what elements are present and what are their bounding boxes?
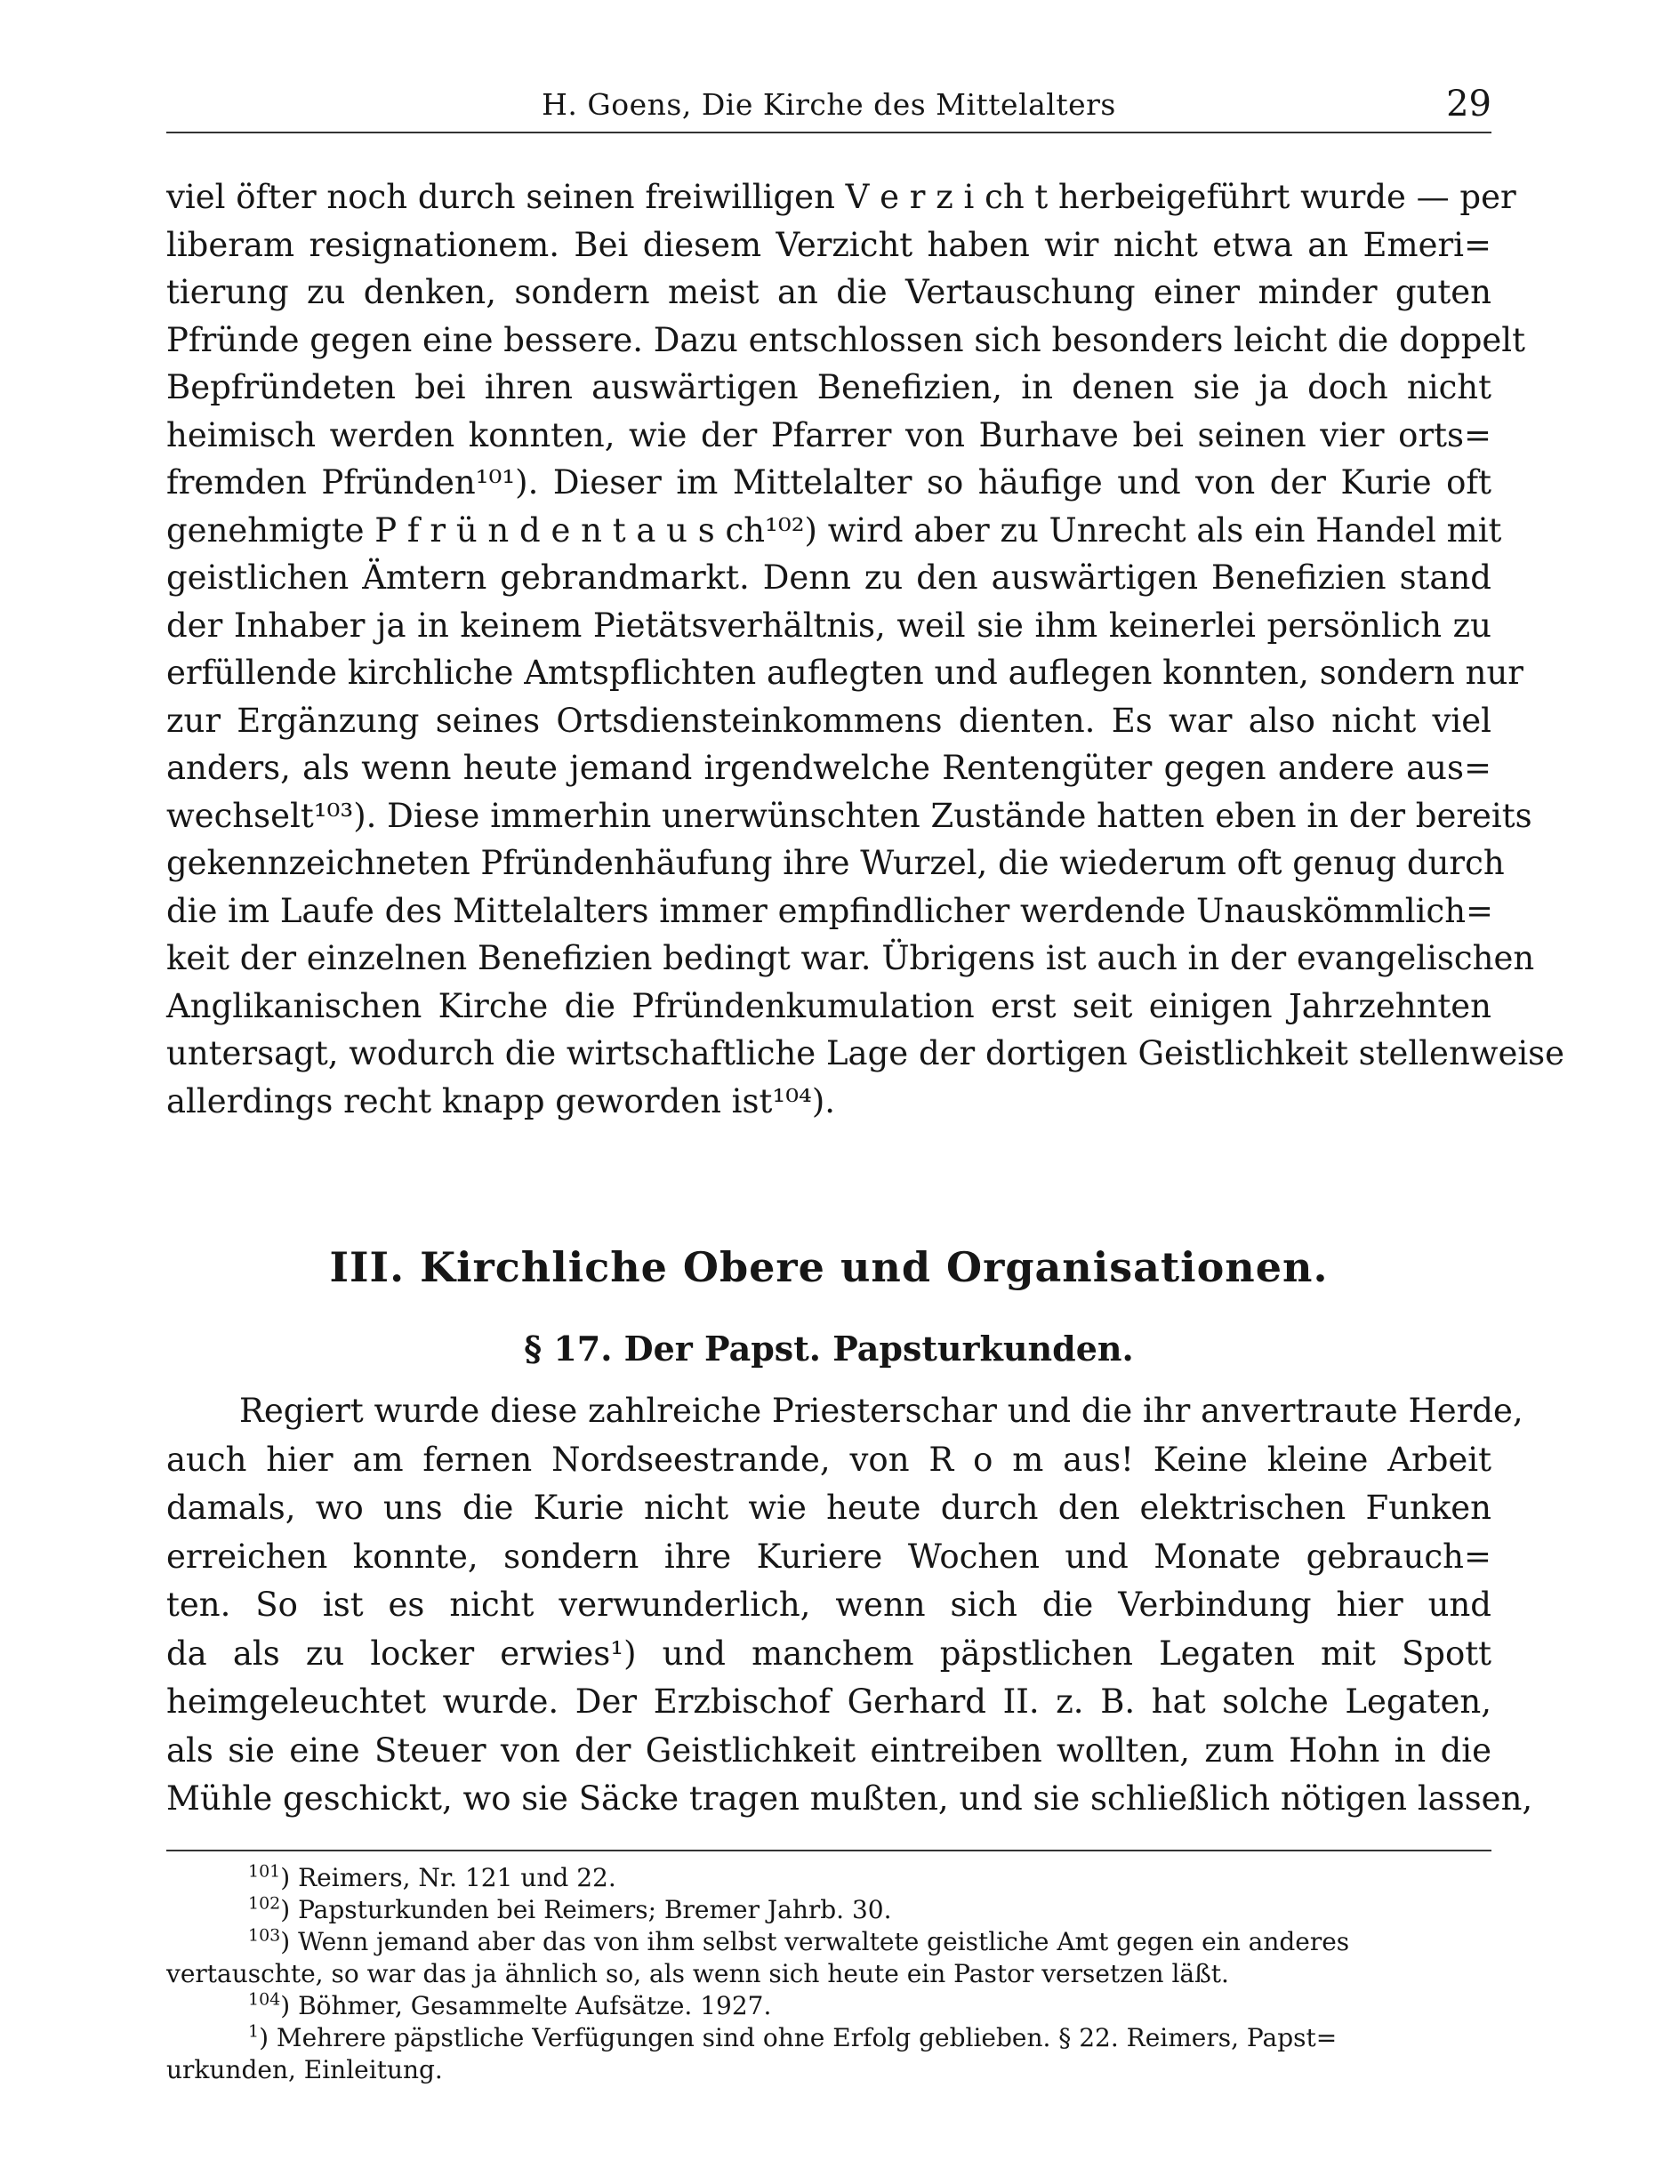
text-line: Bepfründeten bei ihren auswärtigen Benefizien, in denen sie ja doch nicht	[166, 368, 1491, 406]
footnote-text: Mehrere päpstliche Verfügungen sind ohne Erfolg geblieben. § 22. Reimers, Papst=	[276, 2023, 1338, 2052]
footnote-104: $^{104}$) Böhmer, Gesammelte Aufsätze. 1927.	[248, 1989, 772, 2020]
text-line: heimisch werden konnten, wie der Pfarrer von Burhave bei seinen vier orts=	[166, 415, 1491, 454]
text-line: zur Ergänzung seines Ortsdiensteinkommens dienten. Es war also nicht viel	[166, 701, 1491, 740]
text-line: da als zu locker erwies¹) und manchem päpstlichen Legaten mit Spott	[166, 1634, 1491, 1673]
footnote-1-continuation: urkunden, Einleitung.	[166, 2055, 443, 2084]
text-line: geistlichen Ämtern gebrandmarkt. Denn zu den auswärtigen Benefizien stand	[166, 558, 1491, 597]
text-line: als sie eine Steuer von der Geistlichkeit eintreiben wollten, zum Hohn in die	[166, 1730, 1491, 1770]
footnote-103: $^{103}$) Wenn jemand aber das von ihm selbst verwaltete geistliche Amt gegen ein anderes	[248, 1925, 1350, 1956]
text-line: anders, als wenn heute jemand irgendwelche Rentengüter gegen andere aus=	[166, 749, 1491, 787]
text-line: erfüllende kirchliche Amtspflichten auflegten und auflegen konnten, sondern nur	[166, 654, 1523, 692]
footnotes	[166, 1862, 1491, 2086]
footnote-1: $^1$) Mehrere päpstliche Verfügungen sind ohne Erfolg geblieben. § 22. Reimers, Papst=	[248, 2021, 1338, 2052]
text-line: tierung zu denken, sondern meist an die Vertauschung einer minder guten	[166, 273, 1491, 311]
footnote-text: Wenn jemand aber das von ihm selbst verwaltete geistliche Amt gegen ein anderes	[298, 1927, 1350, 1956]
text-line: liberam resignationem. Bei diesem Verzicht haben wir nicht etwa an Emeri=	[166, 225, 1491, 264]
page-number: 29	[1446, 84, 1491, 124]
footnote-divider	[166, 1850, 1491, 1851]
running-header	[166, 82, 1491, 133]
text-line: allerdings recht knapp geworden ist¹⁰⁴).	[166, 1081, 836, 1120]
text-line: Anglikanischen Kirche die Pfründenkumulation erst seit einigen Jahrzehnten	[166, 986, 1491, 1025]
footnote-102: $^{102}$) Papsturkunden bei Reimers; Bremer Jahrb. 30.	[248, 1893, 892, 1924]
footnote-101: $^{101}$) Reimers, Nr. 121 und 22.	[248, 1861, 616, 1892]
text-line: heimgeleuchtet wurde. Der Erzbischof Gerhard II. z. B. hat solche Legaten,	[166, 1682, 1491, 1721]
text-line: genehmigte P f r ü n d e n t a u s ch¹⁰²) wird aber zu Unrecht als ein Handel mit	[166, 510, 1502, 550]
footnote-text: Reimers, Nr. 121 und 22.	[298, 1863, 616, 1892]
text-line: wechselt¹⁰³). Diese immerhin unerwünschten Zustände hatten eben in der bereits	[166, 796, 1532, 835]
text-line: viel öfter noch durch seinen freiwilligen V e r z i ch t herbeigeführt wurde — per	[166, 178, 1516, 216]
text-line: ten. So ist es nicht verwunderlich, wenn sich die Verbindung hier und	[166, 1586, 1491, 1624]
text-line: der Inhaber ja in keinem Pietätsverhältnis, weil sie ihm keinerlei persönlich zu	[166, 606, 1491, 645]
text-line: Pfründe gegen eine bessere. Dazu entschlossen sich besonders leicht die doppelt	[166, 320, 1526, 359]
chapter-subheading: § 17. Der Papst. Papsturkunden.	[524, 1329, 1134, 1369]
paragraph-section-17	[166, 1387, 1533, 1824]
footnote-number: 104	[248, 1989, 281, 2010]
text-line: gekennzeichneten Pfründenhäufung ihre Wurzel, die wiederum oft genug durch	[166, 844, 1505, 882]
text-line: keit der einzelnen Benefizien bedingt war. Übrigens ist auch in der evangelischen	[166, 939, 1535, 977]
footnote-number: 102	[248, 1893, 281, 1914]
text-line: Mühle geschickt, wo sie Säcke tragen mußten, und sie schließlich nötigen lassen,	[166, 1779, 1533, 1818]
footnote-103-continuation: vertauschte, so war das ja ähnlich so, als wenn sich heute ein Pastor versetzen läßt.	[166, 1959, 1229, 1988]
text-line: auch hier am fernen Nordseestrande, von R o m aus! Keine kleine Arbeit	[166, 1440, 1491, 1479]
text-line: fremden Pfründen¹⁰¹). Dieser im Mittelalter so häufige und von der Kurie oft	[166, 463, 1491, 502]
section-heading: III. Kirchliche Obere und Organisationen.	[329, 1243, 1329, 1291]
text-line: Regiert wurde diese zahlreiche Priesterschar und die ihr anvertraute Herde,	[239, 1392, 1523, 1430]
text-line: damals, wo uns die Kurie nicht wie heute durch den elektrischen Funken	[166, 1489, 1491, 1527]
text-line: die im Laufe des Mittelalters immer empfindlicher werdende Unauskömmlich=	[166, 891, 1494, 930]
paragraph-continued	[166, 173, 1565, 1125]
footnote-number: 101	[248, 1861, 281, 1882]
text-line: erreichen konnte, sondern ihre Kuriere Wochen und Monate gebrauch=	[166, 1537, 1491, 1576]
footnote-text: Böhmer, Gesammelte Aufsätze. 1927.	[298, 1991, 772, 2020]
footnote-number: 1	[248, 2021, 260, 2042]
running-title: H. Goens, Die Kirche des Mittelalters	[542, 87, 1116, 122]
footnote-text: Papsturkunden bei Reimers; Bremer Jahrb. 30.	[298, 1895, 892, 1924]
footnote-number: 103	[248, 1925, 281, 1946]
text-line: untersagt, wodurch die wirtschaftliche Lage der dortigen Geistlichkeit stellenweise	[166, 1034, 1565, 1072]
